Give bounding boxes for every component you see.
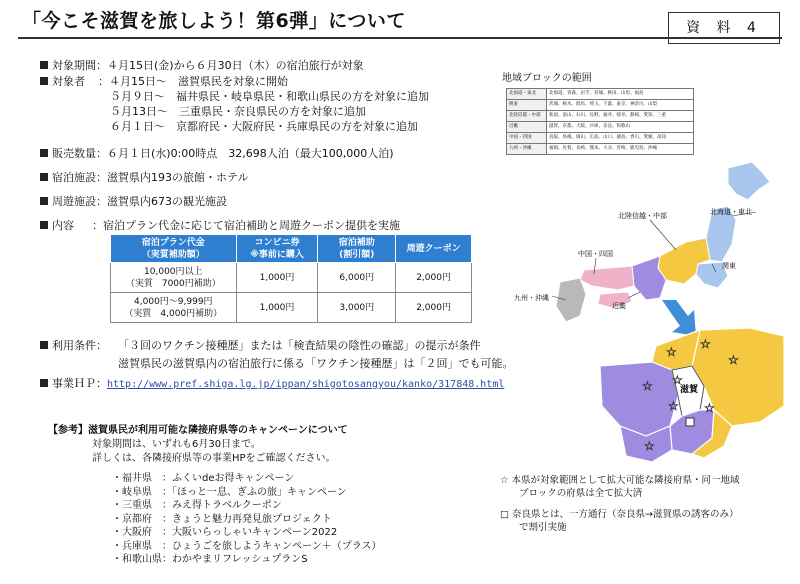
bullet-square-icon: [40, 379, 48, 387]
plan-cell: 2,000円: [396, 293, 472, 323]
plan-header-cell: [111, 235, 237, 263]
star-icon: ☆: [728, 353, 739, 367]
list-item: ・大阪府 ：大阪いらっしゃいキャンペーン2022: [112, 527, 338, 538]
plan-table-header: [111, 235, 472, 263]
reference-line: 対象期間は、いずれも6月30日まで。: [92, 439, 261, 450]
region-prefs: 滋賀、京都、大阪、兵庫、奈良、和歌山: [547, 122, 694, 133]
bullet-square-icon: [40, 341, 48, 349]
hp-item: [40, 376, 504, 392]
plan-header-text: コンビニ券 ※事前に購入: [250, 237, 304, 260]
conditions-item: [40, 338, 107, 353]
region-name: 北陸信越・中部: [507, 111, 547, 122]
note-square: □ 奈良県とは、一方通行（奈良県→滋賀県の誘客のみ） で割引実施: [500, 509, 739, 533]
kyushu-shape: [556, 278, 586, 322]
plan-cell: [111, 293, 237, 323]
content-text: ：宿泊プラン代金に応じて宿泊補助と周遊クーポン提供を実施: [92, 219, 400, 232]
period-text: 対象期間：４月15日(金)から６月30日（木）の宿泊旅行が対象: [52, 59, 364, 72]
period-item: [40, 58, 364, 73]
page-title: 「今こそ滋賀を旅しよう！第6弾」について: [22, 10, 406, 32]
list-item: ・和歌山県：わかやまリフレッシュプランS: [112, 554, 308, 565]
leader-line: [628, 292, 640, 298]
campaign-text: 岐阜県 ：「ほっと一息、ぎふの旅」キャンペーン: [122, 486, 347, 498]
hp-label: 事業ＨＰ：: [52, 377, 107, 390]
campaign-text: 大阪府 ：大阪いらっしゃいキャンペーン2022: [122, 527, 338, 538]
target-line: ６月１日～ 京都府民・大阪府民・兵庫県民の方を対象に追加: [110, 120, 418, 133]
reference-line: 詳しくは、各隣接府県等の事業HPをご確認ください。: [92, 453, 336, 464]
hokkaido-shape: [728, 162, 770, 200]
plan-cell-text: 4,000円～9,999円 （実質 4,000円補助）: [124, 296, 223, 319]
hp-link[interactable]: http://www.pref.shiga.lg.jp/ippan/shigotosangyou/kanko/317848.html: [107, 379, 505, 390]
target-line: ：４月15日～ 滋賀県民を対象に開始: [98, 75, 288, 88]
label-hokuriku: 北陸信越・中部: [618, 212, 667, 220]
star-icon: ☆: [672, 373, 683, 387]
region-prefs: 北海道、青森、岩手、宮城、秋田、山形、福島: [547, 89, 694, 100]
region-prefs: 新潟、富山、石川、長野、福井、岐阜、静岡、愛知、三重: [547, 111, 694, 122]
japan-map: [500, 160, 790, 340]
label-kinki: 近畿: [612, 302, 626, 310]
plan-header-text: 周遊クーポン: [406, 243, 461, 254]
list-item: ・兵庫県 ：ひょうごを旅しようキャンペーン＋（プラス）: [112, 540, 382, 552]
sales-item: [40, 146, 394, 161]
plan-header-text: 宿泊プラン代金 （実質補助額）: [141, 237, 205, 260]
lodging-item: [40, 170, 248, 185]
star-icon: ☆: [644, 439, 655, 453]
region-name: 関東: [507, 100, 547, 111]
campaign-text: 三重県 ：みえ得トラベルクーポン: [122, 500, 282, 511]
conditions-line: 「３回のワクチン接種歴」または「検査結果の陰性の確認」の提示が条件: [118, 339, 481, 352]
target-lines: [98, 74, 429, 134]
label-shiga: 滋賀: [680, 385, 699, 395]
label-chugoku: 中国・四国: [578, 250, 613, 258]
table-row: [507, 144, 694, 155]
target-line: ５月13日～ 三重県民・奈良県民の方を対象に追加: [110, 105, 366, 118]
plan-cell-text: 10,000円以上 （実質 7000円補助）: [125, 266, 221, 289]
region-name: 九州・沖縄: [507, 144, 547, 155]
region-name: 近畿: [507, 122, 547, 133]
table-row: [507, 122, 694, 133]
lodging-text: 宿泊施設：滋賀県内193の旅館・ホテル: [52, 171, 249, 184]
label-hokkaido: 北海道・東北: [710, 208, 752, 216]
plan-cell: 2,000円: [396, 263, 472, 293]
table-row: [507, 111, 694, 122]
target-line: ５月９日～ 福井県民・岐阜県民・和歌山県民の方を対象に追加: [110, 90, 429, 103]
kinki-zoom-map: [600, 326, 786, 464]
table-row: [507, 133, 694, 144]
plan-header-cell: [396, 235, 472, 263]
region-name: 北海道・東北: [507, 89, 547, 100]
campaign-list: [112, 472, 382, 567]
region-name: 中国・四国: [507, 133, 547, 144]
star-icon: ☆: [666, 345, 677, 359]
bullet-square-icon: [40, 197, 48, 205]
plan-header-cell: [236, 235, 318, 263]
table-row: [507, 89, 694, 100]
conditions-lines: [118, 338, 513, 371]
list-item: ・京都府 ：きょうと魅力再発見旅プロジェクト: [112, 513, 332, 525]
reference-title: 【参考】滋賀県民が利用可能な隣接府県等のキャンペーンについて: [48, 425, 348, 436]
chugoku-shape: [580, 266, 634, 290]
list-item: ・福井県 ：ふくいdeお得キャンペーン: [112, 473, 295, 484]
region-prefs: 茨城、栃木、群馬、埼玉、千葉、東京、神奈川、山梨: [547, 100, 694, 111]
sales-text: 販売数量：６月１日(水)0:00時点 32,698人泊（最大100,000人泊): [52, 147, 394, 160]
plan-header-text: 宿泊補助 (割引額): [338, 237, 375, 260]
plan-cell: 1,000円: [236, 263, 318, 293]
star-icon: ☆: [704, 401, 715, 415]
label-kyushu: 九州・沖縄: [514, 294, 549, 302]
reference-lines: [92, 438, 336, 466]
content-label: 内容: [52, 219, 74, 232]
campaign-text: 和歌山県：わかやまリフレッシュプランS: [122, 554, 308, 565]
document-label: 資 料 4: [668, 12, 780, 44]
leader-line: [650, 220, 676, 250]
region-prefs: 福岡、佐賀、長崎、熊本、大分、宮崎、鹿児島、沖縄: [547, 144, 694, 155]
target-label: 対象者: [52, 75, 85, 88]
list-item: ・三重県 ：みえ得トラベルクーポン: [112, 500, 282, 511]
conditions-label: 利用条件：: [52, 339, 107, 352]
content-item: [40, 218, 74, 233]
plan-cell: [111, 263, 237, 293]
plan-cell: 1,000円: [236, 293, 318, 323]
nara-square-icon: [686, 418, 694, 426]
bullet-square-icon: [40, 149, 48, 157]
bullet-square-icon: [40, 61, 48, 69]
plan-header-cell: [318, 235, 396, 263]
tour-text: 周遊施設：滋賀県内673の観光施設: [52, 195, 227, 208]
bullet-square-icon: [40, 173, 48, 181]
campaign-text: 京都府 ：きょうと魅力再発見旅プロジェクト: [122, 513, 332, 525]
label-kanto: 関東: [722, 262, 736, 270]
star-icon: ☆: [668, 399, 679, 413]
region-table: [506, 88, 694, 155]
kinki-west-shape: [600, 362, 678, 436]
plan-cell: 3,000円: [318, 293, 396, 323]
list-item: ・岐阜県 ：「ほっと一息、ぎふの旅」キャンペーン: [112, 486, 347, 498]
conditions-line: 滋賀県民の滋賀県内の宿泊旅行に係る「ワクチン接種歴」は「２回」でも可能。: [118, 357, 514, 370]
campaign-text: 兵庫県 ：ひょうごを旅しようキャンペーン＋（プラス）: [122, 540, 382, 552]
star-icon: ☆: [642, 379, 653, 393]
plan-table: [110, 234, 472, 323]
bullet-square-icon: [40, 77, 48, 85]
plan-cell: 6,000円: [318, 263, 396, 293]
table-row: [111, 293, 472, 323]
map-title: 地域ブロックの範囲: [502, 73, 592, 84]
target-item: [40, 74, 85, 89]
campaign-text: 福井県 ：ふくいdeお得キャンペーン: [122, 473, 295, 484]
note-star: ☆ 本県が対象範囲として拡大可能な隣接府県・同一地域 ブロックの府県は全て拡大済: [500, 475, 740, 499]
region-prefs: 鳥取、島根、岡山、広島、山口、徳島、香川、愛媛、高知: [547, 133, 694, 144]
bullet-square-icon: [40, 221, 48, 229]
tour-item: [40, 194, 227, 209]
star-icon: ☆: [700, 337, 711, 351]
table-row: [111, 263, 472, 293]
table-row: [507, 100, 694, 111]
